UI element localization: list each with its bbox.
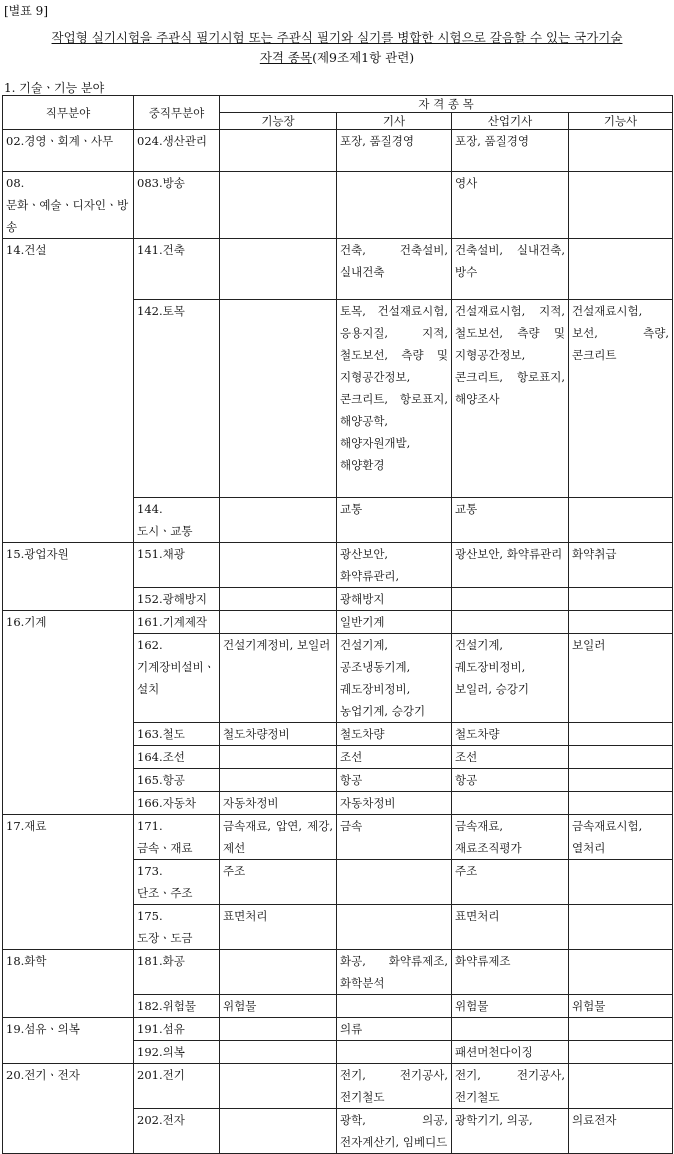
- job-field-cell: 18.화학: [3, 950, 134, 1018]
- craftsman-cell: [569, 905, 673, 950]
- craftsman-cell: [569, 1064, 673, 1109]
- title-reference: (제9조제1항 관련): [312, 50, 415, 65]
- table-row: [3, 239, 673, 300]
- master-craftsman-cell: [220, 543, 337, 588]
- industrial-engineer-cell: 표면처리: [452, 905, 569, 950]
- industrial-engineer-cell: [452, 588, 569, 611]
- craftsman-cell: 금속재료시험, 열처리: [569, 815, 673, 860]
- engineer-cell: 토목, 건설재료시험, 응용지질, 지적, 철도보선, 측량 및 지형공간정보, 콘크리트, 항로표지, 해양공학, 해양자원개발, 해양환경: [337, 300, 452, 498]
- craftsman-cell: [569, 723, 673, 746]
- master-craftsman-cell: 표면처리: [220, 905, 337, 950]
- craftsman-cell: [569, 1018, 673, 1041]
- section-title: 1. 기술ㆍ기능 분야: [4, 81, 105, 95]
- craftsman-cell: [569, 498, 673, 543]
- industrial-engineer-cell: [452, 1018, 569, 1041]
- job-field-cell: 08.문화ㆍ예술ㆍ디자인ㆍ방송: [3, 172, 134, 239]
- craftsman-cell: [569, 130, 673, 172]
- craftsman-cell: [569, 950, 673, 995]
- master-craftsman-cell: [220, 498, 337, 543]
- craftsman-cell: [569, 239, 673, 300]
- industrial-engineer-cell: 영사: [452, 172, 569, 239]
- craftsman-cell: 보일러: [569, 634, 673, 723]
- engineer-cell: [337, 905, 452, 950]
- engineer-cell: [337, 1041, 452, 1064]
- master-craftsman-cell: [220, 172, 337, 239]
- industrial-engineer-cell: 패션머천다이징: [452, 1041, 569, 1064]
- sub-field-cell: 161.기계제작: [134, 611, 220, 634]
- sub-field-cell: 141.건축: [134, 239, 220, 300]
- sub-field-cell: 182.위험물: [134, 995, 220, 1018]
- engineer-cell: 포장, 품질경영: [337, 130, 452, 172]
- header-craftsman: 기능사: [569, 113, 673, 130]
- sub-field-cell: 192.의복: [134, 1041, 220, 1064]
- master-craftsman-cell: [220, 130, 337, 172]
- master-craftsman-cell: [220, 769, 337, 792]
- job-field-cell: 17.재료: [3, 815, 134, 950]
- sub-field-cell: 163.철도: [134, 723, 220, 746]
- engineer-cell: 항공: [337, 769, 452, 792]
- industrial-engineer-cell: 주조: [452, 860, 569, 905]
- sub-field-cell: 165.항공: [134, 769, 220, 792]
- sub-field-cell: 151.채광: [134, 543, 220, 588]
- title-line-1: 작업형 실기시험을 주관식 필기시험 또는 주관식 필기와 실기를 병합한 시험으로 갈음할 수 있는 국가기술: [51, 30, 623, 45]
- sub-field-cell: 152.광해방지: [134, 588, 220, 611]
- industrial-engineer-cell: 광학기기, 의공,: [452, 1109, 569, 1154]
- master-craftsman-cell: 건설기계정비, 보일러: [220, 634, 337, 723]
- engineer-cell: 광해방지: [337, 588, 452, 611]
- sub-field-cell: 173.단조ㆍ주조: [134, 860, 220, 905]
- industrial-engineer-cell: 건축설비, 실내건축, 방수: [452, 239, 569, 300]
- master-craftsman-cell: [220, 1018, 337, 1041]
- engineer-cell: 건설기계, 공조냉동기계, 궤도장비정비, 농업기계, 승강기: [337, 634, 452, 723]
- engineer-cell: [337, 995, 452, 1018]
- header-engineer: 기사: [337, 113, 452, 130]
- industrial-engineer-cell: 항공: [452, 769, 569, 792]
- sub-field-cell: 202.전자: [134, 1109, 220, 1154]
- engineer-cell: [337, 172, 452, 239]
- industrial-engineer-cell: 철도차량: [452, 723, 569, 746]
- table-row: [3, 1018, 673, 1041]
- document-title: [0, 28, 674, 68]
- table-row: [3, 130, 673, 172]
- craftsman-cell: [569, 172, 673, 239]
- header-industrial-engineer: 산업기사: [452, 113, 569, 130]
- job-field-cell: 20.전기ㆍ전자: [3, 1064, 134, 1154]
- engineer-cell: 자동차정비: [337, 792, 452, 815]
- industrial-engineer-cell: 전기, 전기공사, 전기철도: [452, 1064, 569, 1109]
- master-craftsman-cell: [220, 1064, 337, 1109]
- craftsman-cell: [569, 1041, 673, 1064]
- craftsman-cell: 건설재료시험, 보선, 측량, 콘크리트: [569, 300, 673, 498]
- header-master-craftsman: 기능장: [220, 113, 337, 130]
- engineer-cell: 의류: [337, 1018, 452, 1041]
- master-craftsman-cell: 위험물: [220, 995, 337, 1018]
- job-field-cell: 02.경영ㆍ회계ㆍ사무: [3, 130, 134, 172]
- engineer-cell: 전기, 전기공사, 전기철도: [337, 1064, 452, 1109]
- table-row: [3, 1064, 673, 1109]
- table-row: [3, 611, 673, 634]
- job-field-cell: 19.섬유ㆍ의복: [3, 1018, 134, 1064]
- industrial-engineer-cell: [452, 611, 569, 634]
- job-field-cell: 14.건설: [3, 239, 134, 543]
- engineer-cell: 광산보안, 화약류관리,: [337, 543, 452, 588]
- industrial-engineer-cell: 위험물: [452, 995, 569, 1018]
- sub-field-cell: 142.토목: [134, 300, 220, 498]
- master-craftsman-cell: 자동차정비: [220, 792, 337, 815]
- master-craftsman-cell: [220, 1041, 337, 1064]
- master-craftsman-cell: [220, 950, 337, 995]
- industrial-engineer-cell: [452, 792, 569, 815]
- master-craftsman-cell: [220, 1109, 337, 1154]
- craftsman-cell: [569, 860, 673, 905]
- sub-field-cell: 191.섬유: [134, 1018, 220, 1041]
- master-craftsman-cell: 주조: [220, 860, 337, 905]
- table-row: [3, 815, 673, 860]
- job-field-cell: 15.광업자원: [3, 543, 134, 611]
- title-line-2: 자격 종목: [259, 50, 313, 65]
- craftsman-cell: [569, 746, 673, 769]
- sub-field-cell: 181.화공: [134, 950, 220, 995]
- engineer-cell: 조선: [337, 746, 452, 769]
- sub-field-cell: 166.자동차: [134, 792, 220, 815]
- craftsman-cell: [569, 588, 673, 611]
- master-craftsman-cell: [220, 588, 337, 611]
- industrial-engineer-cell: 교통: [452, 498, 569, 543]
- industrial-engineer-cell: 화약류제조: [452, 950, 569, 995]
- table-row: [3, 950, 673, 995]
- master-craftsman-cell: [220, 239, 337, 300]
- master-craftsman-cell: 금속재료, 압연, 제강, 제선: [220, 815, 337, 860]
- craftsman-cell: [569, 792, 673, 815]
- table-row: [3, 543, 673, 588]
- job-field-cell: 16.기계: [3, 611, 134, 815]
- craftsman-cell: 화약취급: [569, 543, 673, 588]
- industrial-engineer-cell: 포장, 품질경영: [452, 130, 569, 172]
- sub-field-cell: 201.전기: [134, 1064, 220, 1109]
- industrial-engineer-cell: 조선: [452, 746, 569, 769]
- master-craftsman-cell: [220, 300, 337, 498]
- craftsman-cell: 위험물: [569, 995, 673, 1018]
- engineer-cell: 교통: [337, 498, 452, 543]
- engineer-cell: 화공, 화약류제조, 화학분석: [337, 950, 452, 995]
- sub-field-cell: 024.생산관리: [134, 130, 220, 172]
- header-sub-field: 중직무분야: [134, 96, 220, 130]
- master-craftsman-cell: 철도차량정비: [220, 723, 337, 746]
- sub-field-cell: 083.방송: [134, 172, 220, 239]
- table-row: [3, 172, 673, 239]
- industrial-engineer-cell: 금속재료, 재료조직평가: [452, 815, 569, 860]
- industrial-engineer-cell: 건설재료시험, 지적, 철도보선, 측량 및 지형공간정보, 콘크리트, 항로표지, 해양조사: [452, 300, 569, 498]
- sub-field-cell: 171.금속ㆍ재료: [134, 815, 220, 860]
- sub-field-cell: 175.도장ㆍ도금: [134, 905, 220, 950]
- industrial-engineer-cell: 건설기계, 궤도장비정비, 보일러, 승강기: [452, 634, 569, 723]
- master-craftsman-cell: [220, 611, 337, 634]
- craftsman-cell: 의료전자: [569, 1109, 673, 1154]
- engineer-cell: 건축, 건축설비, 실내건축: [337, 239, 452, 300]
- engineer-cell: 광학, 의공, 전자계산기, 임베디드: [337, 1109, 452, 1154]
- sub-field-cell: 162.기계장비설비ㆍ설치: [134, 634, 220, 723]
- sub-field-cell: 164.조선: [134, 746, 220, 769]
- header-qualification: 자 격 종 목: [220, 96, 673, 113]
- annex-label: [별표 9]: [4, 4, 48, 18]
- engineer-cell: [337, 860, 452, 905]
- craftsman-cell: [569, 769, 673, 792]
- engineer-cell: 일반기계: [337, 611, 452, 634]
- engineer-cell: 금속: [337, 815, 452, 860]
- craftsman-cell: [569, 611, 673, 634]
- industrial-engineer-cell: 광산보안, 화약류관리: [452, 543, 569, 588]
- master-craftsman-cell: [220, 746, 337, 769]
- engineer-cell: 철도차량: [337, 723, 452, 746]
- sub-field-cell: 144.도시ㆍ교통: [134, 498, 220, 543]
- qualification-table: [2, 95, 673, 1154]
- header-job-field: 직무분야: [3, 96, 134, 130]
